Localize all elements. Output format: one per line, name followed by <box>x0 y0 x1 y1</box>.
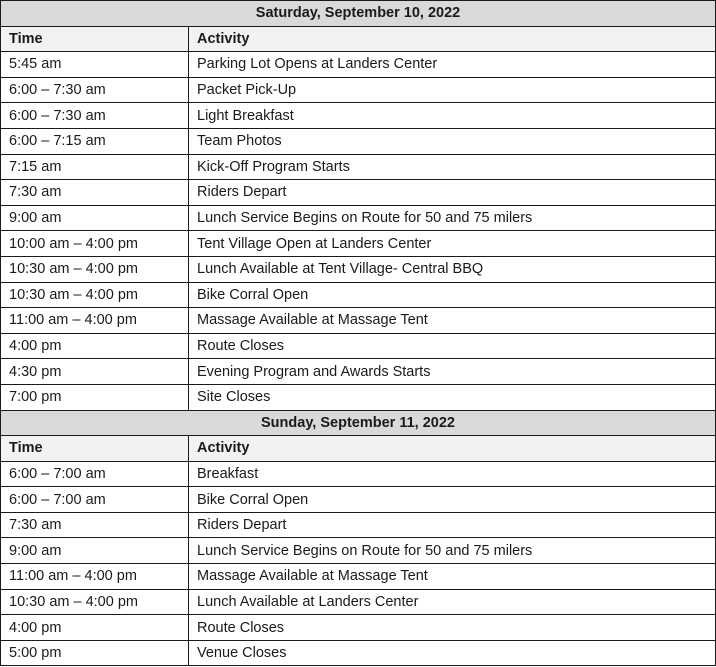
table-row <box>1 205 716 231</box>
table-row <box>1 77 716 103</box>
activity-cell: Route Closes <box>189 333 716 359</box>
time-cell: 11:00 am – 4:00 pm <box>1 308 189 334</box>
activity-cell: Team Photos <box>189 128 716 154</box>
table-row <box>1 154 716 180</box>
schedule-body <box>1 1 716 666</box>
day-header-row <box>1 1 716 27</box>
time-cell: 6:00 – 7:30 am <box>1 77 189 103</box>
table-row <box>1 256 716 282</box>
time-cell: 7:30 am <box>1 512 189 538</box>
time-cell: 7:15 am <box>1 154 189 180</box>
time-cell: 6:00 – 7:00 am <box>1 461 189 487</box>
time-cell: 9:00 am <box>1 538 189 564</box>
table-row <box>1 103 716 129</box>
table-row <box>1 308 716 334</box>
column-header-activity: Activity <box>189 436 716 462</box>
day-header-row <box>1 410 716 436</box>
table-row <box>1 231 716 257</box>
table-row <box>1 128 716 154</box>
table-row <box>1 180 716 206</box>
activity-cell: Bike Corral Open <box>189 282 716 308</box>
column-header-row <box>1 436 716 462</box>
activity-cell: Parking Lot Opens at Landers Center <box>189 52 716 78</box>
table-row <box>1 461 716 487</box>
day-title: Sunday, September 11, 2022 <box>1 410 716 436</box>
time-cell: 5:45 am <box>1 52 189 78</box>
table-row <box>1 564 716 590</box>
activity-cell: Venue Closes <box>189 640 716 666</box>
activity-cell: Lunch Service Begins on Route for 50 and 75 milers <box>189 538 716 564</box>
activity-cell: Packet Pick-Up <box>189 77 716 103</box>
table-row <box>1 538 716 564</box>
time-cell: 7:00 pm <box>1 384 189 410</box>
activity-cell: Route Closes <box>189 615 716 641</box>
activity-cell: Lunch Available at Landers Center <box>189 589 716 615</box>
table-row <box>1 589 716 615</box>
table-row <box>1 333 716 359</box>
table-row <box>1 52 716 78</box>
day-title: Saturday, September 10, 2022 <box>1 1 716 27</box>
time-cell: 10:00 am – 4:00 pm <box>1 231 189 257</box>
time-cell: 11:00 am – 4:00 pm <box>1 564 189 590</box>
column-header-activity: Activity <box>189 26 716 52</box>
table-row <box>1 512 716 538</box>
activity-cell: Evening Program and Awards Starts <box>189 359 716 385</box>
table-row <box>1 615 716 641</box>
time-cell: 6:00 – 7:30 am <box>1 103 189 129</box>
time-cell: 9:00 am <box>1 205 189 231</box>
column-header-time: Time <box>1 26 189 52</box>
activity-cell: Riders Depart <box>189 512 716 538</box>
activity-cell: Lunch Available at Tent Village- Central BBQ <box>189 256 716 282</box>
table-row <box>1 359 716 385</box>
activity-cell: Site Closes <box>189 384 716 410</box>
time-cell: 4:00 pm <box>1 615 189 641</box>
table-row <box>1 487 716 513</box>
time-cell: 5:00 pm <box>1 640 189 666</box>
activity-cell: Bike Corral Open <box>189 487 716 513</box>
activity-cell: Massage Available at Massage Tent <box>189 308 716 334</box>
time-cell: 10:30 am – 4:00 pm <box>1 282 189 308</box>
column-header-row <box>1 26 716 52</box>
activity-cell: Riders Depart <box>189 180 716 206</box>
activity-cell: Lunch Service Begins on Route for 50 and 75 milers <box>189 205 716 231</box>
time-cell: 6:00 – 7:15 am <box>1 128 189 154</box>
table-row <box>1 640 716 666</box>
time-cell: 6:00 – 7:00 am <box>1 487 189 513</box>
table-row <box>1 384 716 410</box>
activity-cell: Breakfast <box>189 461 716 487</box>
time-cell: 10:30 am – 4:00 pm <box>1 589 189 615</box>
column-header-time: Time <box>1 436 189 462</box>
activity-cell: Tent Village Open at Landers Center <box>189 231 716 257</box>
activity-cell: Kick-Off Program Starts <box>189 154 716 180</box>
time-cell: 7:30 am <box>1 180 189 206</box>
time-cell: 4:00 pm <box>1 333 189 359</box>
time-cell: 4:30 pm <box>1 359 189 385</box>
activity-cell: Massage Available at Massage Tent <box>189 564 716 590</box>
time-cell: 10:30 am – 4:00 pm <box>1 256 189 282</box>
table-row <box>1 282 716 308</box>
activity-cell: Light Breakfast <box>189 103 716 129</box>
